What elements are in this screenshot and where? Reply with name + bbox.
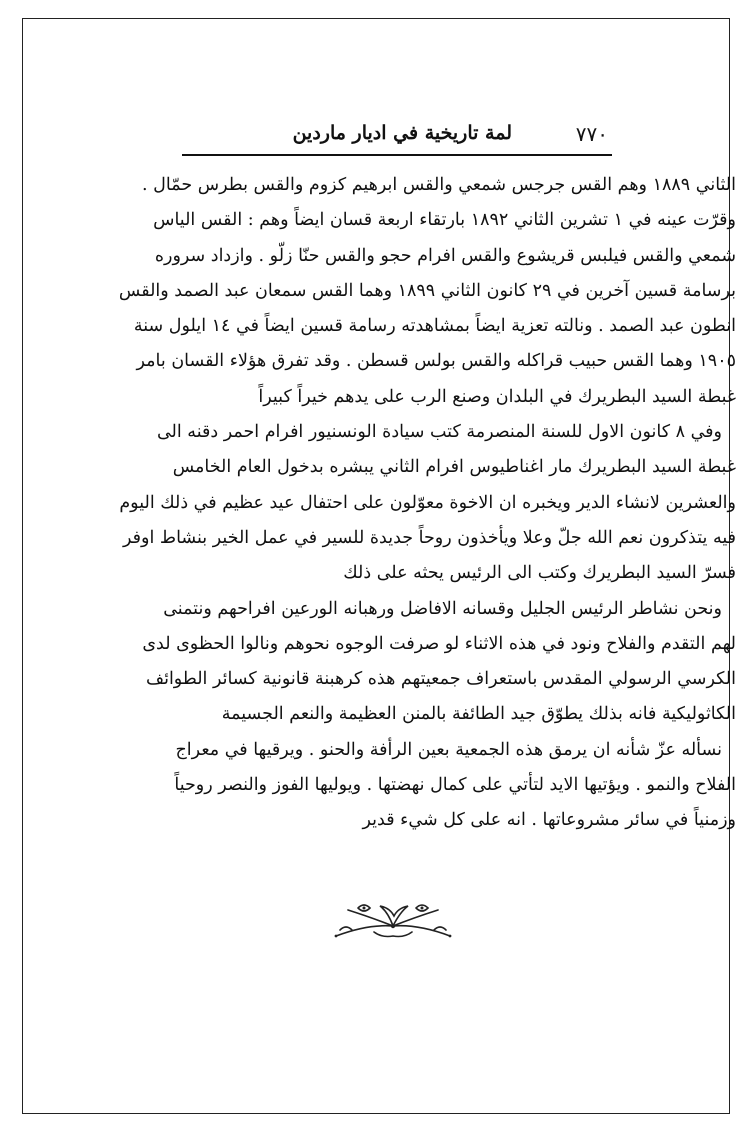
body-text <box>96 168 736 839</box>
text-line: وقرّت عينه في ١ تشرين الثاني ١٨٩٢ بارتقاء اربعة قسان ايضاً وهم : القس الياس <box>153 210 736 231</box>
text-line: نسأله عزّ شأنه ان يرمق هذه الجمعية بعين الرأفة والحنو . ويرقيها في معراج <box>175 739 722 760</box>
text-line: وزمنياً في سائر مشروعاتها . انه على كل شيء قدير <box>362 810 736 831</box>
text-line: الثاني ١٨٨٩ وهم القس جرجس شمعي والقس ابرهيم كزوم والقس بطرس حمّال . <box>142 175 736 195</box>
ornament-icon <box>318 896 468 946</box>
text-line: برسامة قسين آخرين في ٢٩ كانون الثاني ١٨٩٩ وهما القس سمعان عبد الصمد والقس <box>118 280 736 301</box>
text-line: والعشرين لانشاء الدير ويخبره ان الاخوة معوّلون على احتفال عيد عظيم في ذلك اليوم <box>119 492 736 513</box>
text-line: غبطة السيد البطريرك في البلدان وصنع الرب على يدهم خيراً كبيراً <box>258 386 736 407</box>
text-line: الكاثوليكية فانه بذلك يطوّق جيد الطائفة بالمنن العظيمة والنعم الجسيمة <box>221 704 736 725</box>
text-line: ١٩٠٥ وهما القس حبيب قراكله والقس بولس قسطن . وقد تفرق هؤلاء القسان بامر <box>136 351 736 372</box>
text-line: وفي ٨ كانون الاول للسنة المنصرمة كتب سيادة الونسنيور افرام احمر دقنه الى <box>156 422 722 443</box>
header-rule <box>182 154 612 156</box>
page-header <box>178 112 608 152</box>
text-line: شمعي والقس فيلبس قريشوع والقس افرام حجو والقس حنّا زلّو . وازداد سروره <box>154 245 736 266</box>
text-line: لهم التقدم والفلاح ونود في هذه الاثناء لو صرفت الوجوه نحوهم ونالوا الحظوى لدى <box>142 633 736 654</box>
text-line: غبطة السيد البطريرك مار اغناطيوس افرام الثاني يبشره بدخول العام الخامس <box>172 457 736 478</box>
text-line: فيه يتذكرون نعم الله جلّ وعلا ويأخذون روحاً جديدة للسير في عمل الخير بنشاط اوفر <box>123 527 736 548</box>
running-title: لمة تاريخية في اديار ماردين <box>292 122 512 144</box>
text-line: انطون عبد الصمد . ونالته تعزية ايضاً بمشاهدته رسامة قسين ايضاً في ١٤ ايلول سنة <box>133 316 736 337</box>
text-line: فسرّ السيد البطريرك وكتب الى الرئيس يحثه على ذلك <box>343 563 736 584</box>
text-line: ونحن نشاطر الرئيس الجليل وقسانه الافاضل ورهبانه الورعين افراحهم ونتمنى <box>163 598 722 619</box>
page-number: ٧٧٠ <box>575 122 608 146</box>
text-line: الفلاح والنمو . ويؤتيها الايد لتأتي على كمال نهضتها . ويوليها الفوز والنصر روحياً <box>174 775 736 796</box>
text-line: الكرسي الرسولي المقدس باستعراف جمعيتهم هذه كرهبنة قانونية كسائر الطوائف <box>145 669 736 690</box>
